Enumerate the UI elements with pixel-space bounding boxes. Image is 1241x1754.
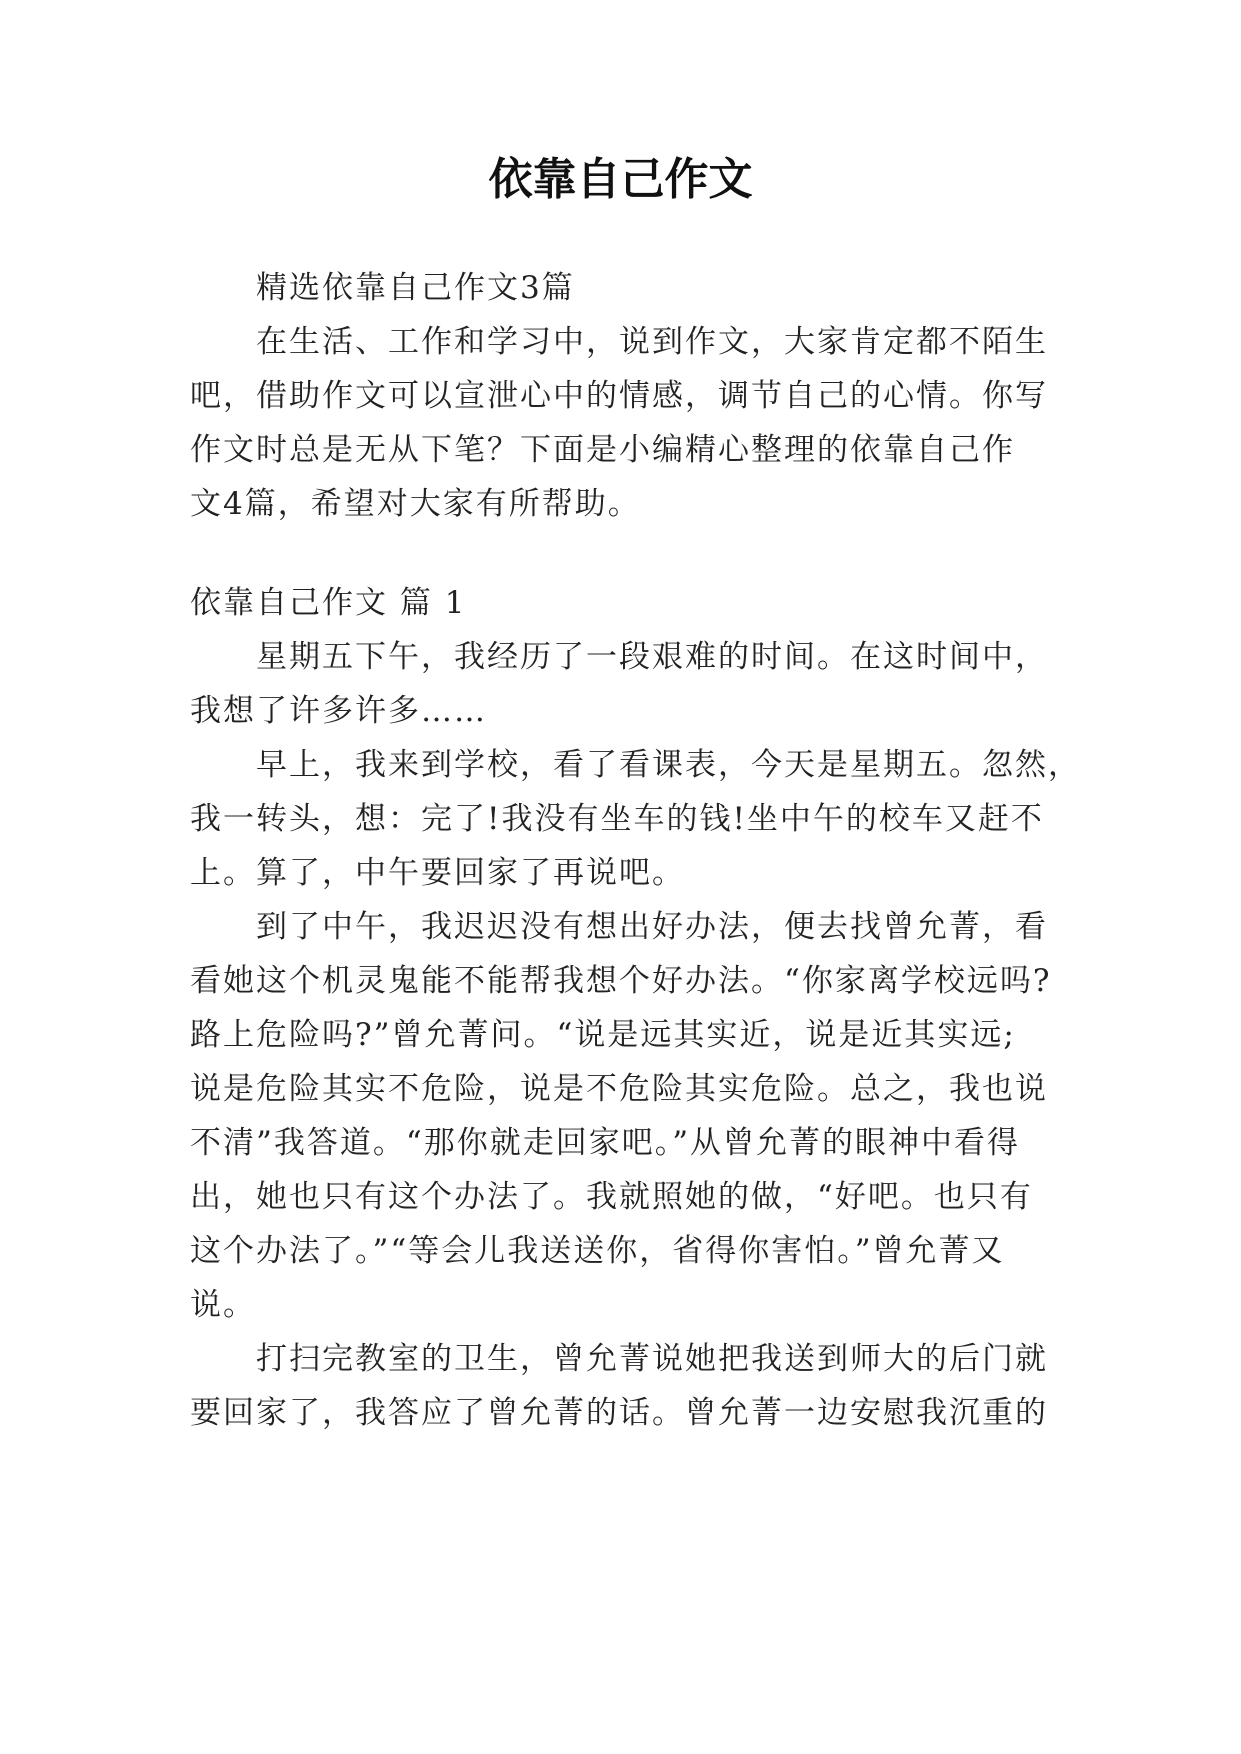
section-heading: 依靠自己作文 篇 1 bbox=[190, 585, 467, 621]
paragraph-line: 我一转头，想：完了!我没有坐车的钱!坐中午的校车又赶不 bbox=[190, 801, 1044, 837]
intro-line: 作文时总是无从下笔？下面是小编精心整理的依靠自己作 bbox=[190, 432, 1015, 468]
paragraph-line: 路上危险吗?”曾允菁问。“说是远其实近，说是近其实远; bbox=[190, 1017, 1016, 1053]
paragraph-line: 说。 bbox=[190, 1287, 256, 1323]
paragraph-line: 到了中午，我迟迟没有想出好办法，便去找曾允菁，看 bbox=[256, 909, 1048, 945]
paragraph-line: 这个办法了。”“等会儿我送送你，省得你害怕。”曾允菁又 bbox=[190, 1233, 1005, 1269]
intro-line: 文4篇，希望对大家有所帮助。 bbox=[190, 486, 641, 522]
document-title: 依靠自己作文 bbox=[488, 154, 753, 205]
subtitle: 精选依靠自己作文3篇 bbox=[256, 270, 575, 306]
paragraph-line: 上。算了，中午要回家了再说吧。 bbox=[190, 855, 685, 891]
intro-line: 吧，借助作文可以宣泄心中的情感，调节自己的心情。你写 bbox=[190, 378, 1048, 414]
paragraph-line: 要回家了，我答应了曾允菁的话。曾允菁一边安慰我沉重的 bbox=[190, 1395, 1048, 1431]
paragraph-line: 打扫完教室的卫生，曾允菁说她把我送到师大的后门就 bbox=[256, 1341, 1048, 1377]
paragraph-line: 出，她也只有这个办法了。我就照她的做，“好吧。也只有 bbox=[190, 1179, 1033, 1215]
paragraph-line: 我想了许多许多…… bbox=[190, 693, 487, 729]
paragraph-line: 早上，我来到学校，看了看课表，今天是星期五。忽然， bbox=[256, 747, 1081, 783]
intro-line: 在生活、工作和学习中，说到作文，大家肯定都不陌生 bbox=[256, 324, 1048, 360]
paragraph-line: 看她这个机灵鬼能不能帮我想个好办法。“你家离学校远吗? bbox=[190, 963, 1052, 999]
paragraph-line: 星期五下午，我经历了一段艰难的时间。在这时间中， bbox=[256, 639, 1048, 675]
paragraph-line: 不清”我答道。“那你就走回家吧。”从曾允菁的眼神中看得 bbox=[190, 1125, 1021, 1161]
paragraph-line: 说是危险其实不危险，说是不危险其实危险。总之，我也说 bbox=[190, 1071, 1048, 1107]
